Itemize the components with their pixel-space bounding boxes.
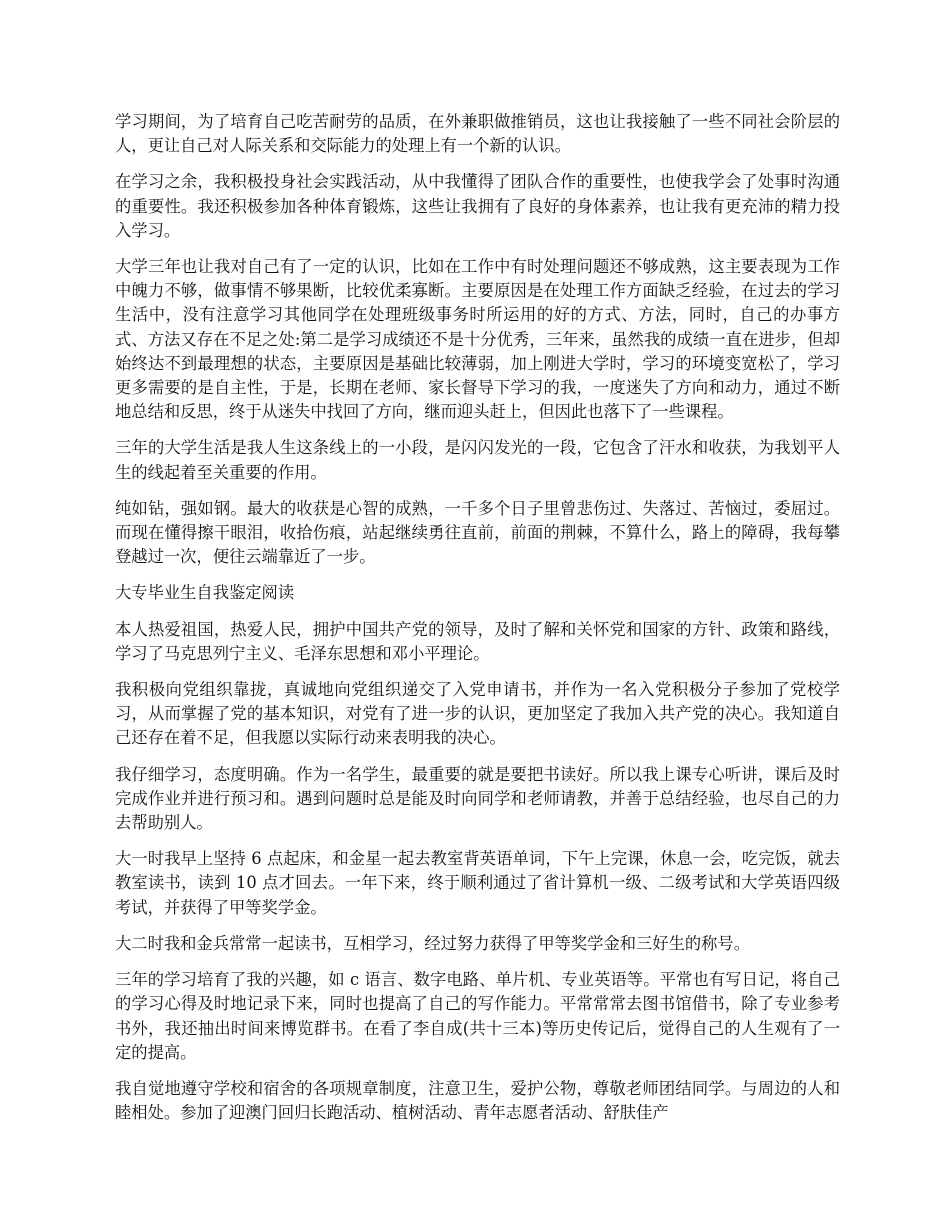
paragraph: 学习期间，为了培育自己吃苦耐劳的品质，在外兼职做推销员，这也让我接触了一些不同社会阶层的人，更让自己对人际关系和交际能力的处理上有一个新的认识。	[115, 112, 840, 156]
paragraph: 我仔细学习，态度明确。作为一名学生，最重要的就是要把书读好。所以我上课专心听讲，课后及时完成作业并进行预习和。遇到问题时总是能及时向同学和老师请教，并善于总结经验，也尽自己的力去帮助别人。	[115, 764, 840, 833]
paragraph: 三年的学习培育了我的兴趣，如 c 语言、数字电路、单片机、专业英语等。平常也有写日记，将自己的学习心得及时地记录下来，同时也提高了自己的写作能力。平常常常去图书馆借书，除了专业参考书外，我还抽出时间来博览群书。在看了李自成(共十三本)等历史传记后，觉得自己的人生观有了一定的提高。	[115, 970, 840, 1062]
section-title: 大专毕业生自我鉴定阅读	[115, 583, 295, 603]
paragraph: 大二时我和金兵常常一起读书，互相学习，经过努力获得了甲等奖学金和三好生的称号。	[115, 933, 750, 953]
document-page	[115, 110, 840, 1137]
paragraph: 大学三年也让我对自己有了一定的认识，比如在工作中有时处理问题还不够成熟，这主要表现为工作中魄力不够，做事情不够果断，比较优柔寡断。主要原因是在处理工作方面缺乏经验，在过去的学习生活中，没有注意学习其他同学在处理班级事务时所运用的好的方式、方法，同时，自己的办事方式、方法又存在不足之处:第二是学习成绩还不是十分优秀，三年来，虽然我的成绩一直在进步，但却始终达不到最理想的状态，主要原因是基础比较薄弱，加上刚进大学时，学习的环境变宽松了，学习更多需要的是自主性，于是，长期在老师、家长督导下学习的我，一度迷失了方向和动力，通过不断地总结和反思，终于从迷失中找回了方向，继而迎头赶上，但因此也落下了一些课程。	[115, 257, 840, 422]
paragraph: 我积极向党组织靠拢，真诚地向党组织递交了入党申请书，并作为一名入党积极分子参加了党校学习，从而掌握了党的基本知识，对党有了进一步的认识，更加坚定了我加入共产党的决心。我知道自己还存在着不足，但我愿以实际行动来表明我的决心。	[115, 680, 840, 748]
paragraph: 纯如钻，强如钢。最大的收获是心智的成熟，一千多个日子里曾悲伤过、失落过、苦恼过，委屈过。而现在懂得擦干眼泪，收拾伤痕，站起继续勇往直前，前面的荆棘，不算什么，路上的障碍，我每攀登越过一次，便往云端靠近了一步。	[115, 498, 840, 567]
paragraph: 大一时我早上坚持 6 点起床，和金星一起去教室背英语单词，下午上完课，休息一会，吃完饭，就去教室读书，读到 10 点才回去。一年下来，终于顺利通过了省计算机一级、二级考试和大学英语四级考试，并获得了甲等奖学金。	[115, 849, 840, 917]
paragraph: 三年的大学生活是我人生这条线上的一小段，是闪闪发光的一段，它包含了汗水和收获，为我划平人生的线起着至关重要的作用。	[115, 438, 840, 482]
paragraph: 本人热爱祖国，热爱人民，拥护中国共产党的领导，及时了解和关怀党和国家的方针、政策和路线，学习了马克思列宁主义、毛泽东思想和邓小平理论。	[115, 619, 840, 663]
paragraph: 在学习之余，我积极投身社会实践活动，从中我懂得了团队合作的重要性，也使我学会了处事时沟通的重要性。我还积极参加各种体育锻炼，这些让我拥有了良好的身体素养，也让我有更充沛的精力投入学习。	[115, 172, 840, 240]
paragraph: 我自觉地遵守学校和宿舍的各项规章制度，注意卫生，爱护公物，尊敬老师团结同学。与周边的人和睦相处。参加了迎澳门回归长跑活动、植树活动、青年志愿者活动、舒肤佳产	[115, 1078, 840, 1123]
